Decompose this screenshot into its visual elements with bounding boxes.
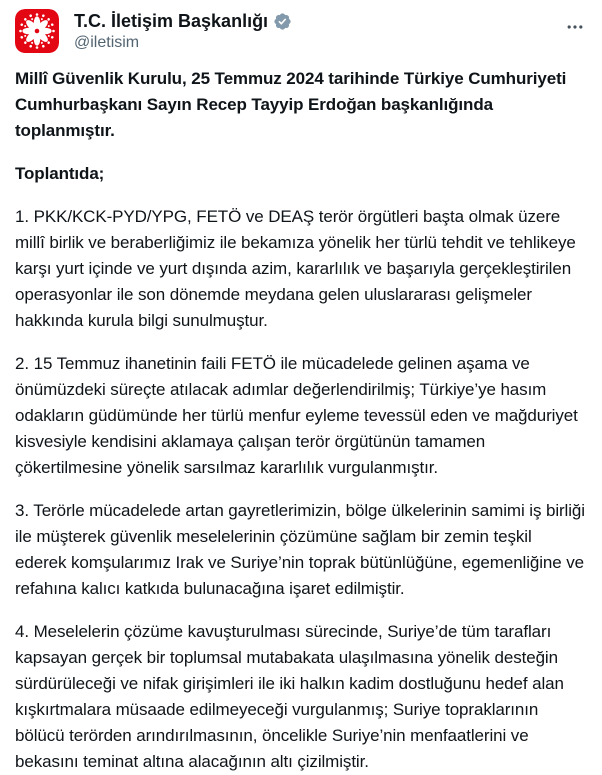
- tweet-paragraph-item-1: 1. PKK/KCK-PYD/YPG, FETÖ ve DEAŞ terör örgütleri başta olmak üzere millî birlik ve beraberliğimiz ile bekamıza yönelik her türlü tehdit ve tehlikeye karşı yurt içinde ve yurt dışında azim, kararlılık ve başarıyla gerçekleştirilen operasyonlar ile son dönemde meydana gelen uluslararası gelişmeler hakkında kurula bilgi sunulmuştur.: [15, 207, 581, 330]
- account-name-row: [74, 10, 557, 32]
- verified-badge-icon: [273, 12, 292, 31]
- three-dots-icon: [565, 17, 585, 37]
- account-identity: [74, 9, 557, 53]
- tweet-paragraph-heading: Toplantıda;: [15, 164, 105, 183]
- more-options-button[interactable]: [557, 9, 587, 45]
- account-handle[interactable]: @iletisim: [74, 34, 140, 51]
- avatar[interactable]: [15, 9, 59, 53]
- tweet-header: [15, 9, 587, 53]
- tweet-paragraph-item-3: 3. Terörle mücadelede artan gayretlerimizin, bölge ülkelerinin samimi iş birliği ile müşterek güvenlik meselelerinin çözümüne sağlam bir zemin teşkil ederek komşularımız Irak ve Suriye’nin toprak bütünlüğüne, egemenliğine ve refahına kalıcı katkıda bulunacağına işaret edilmiştir.: [15, 501, 590, 598]
- tweet-paragraph-intro: Millî Güvenlik Kurulu, 25 Temmuz 2024 tarihinde Türkiye Cumhuriyeti Cumhurbaşkanı Sayın Recep Tayyip Erdoğan başkanlığında toplanmıştır.: [15, 69, 571, 140]
- tweet-paragraph-item-2: 2. 15 Temmuz ihanetinin faili FETÖ ile mücadelede gelinen aşama ve önümüzdeki süreçte atılacak adımlar değerlendirilmiş; Türkiye’ye hasım odakların güdümünde her türlü menfur eyleme tevessül eden ve mağduriyet kisvesiyle kendisini aklamaya çalışan terör örgütünün tamamen çökertilmesine yönelik sarsılmaz kararlılık vurgulanmıştır.: [15, 354, 583, 477]
- tweet-text: [15, 66, 590, 775]
- account-name[interactable]: T.C. İletişim Başkanlığı: [74, 11, 269, 31]
- iletisim-baskanligi-seal-icon: [15, 9, 59, 53]
- tweet-paragraph-item-4: 4. Meselelerin çözüme kavuşturulması sürecinde, Suriye’de tüm tarafları kapsayan gerçek bir toplumsal mutabakata ulaşılmasına yönelik desteğin sürdürüleceği ve nifak girişimleri ile iki halkın kadim dostluğunu hedef alan kışkırtmalara müsaade edilmeyeceği vurgulanmış; Suriye topraklarının bölücü terörden arındırılmasının, öncelikle Suriye’nin menfaatlerini ve bekasını teminat altına alacağının altı çizilmiştir.: [15, 622, 569, 771]
